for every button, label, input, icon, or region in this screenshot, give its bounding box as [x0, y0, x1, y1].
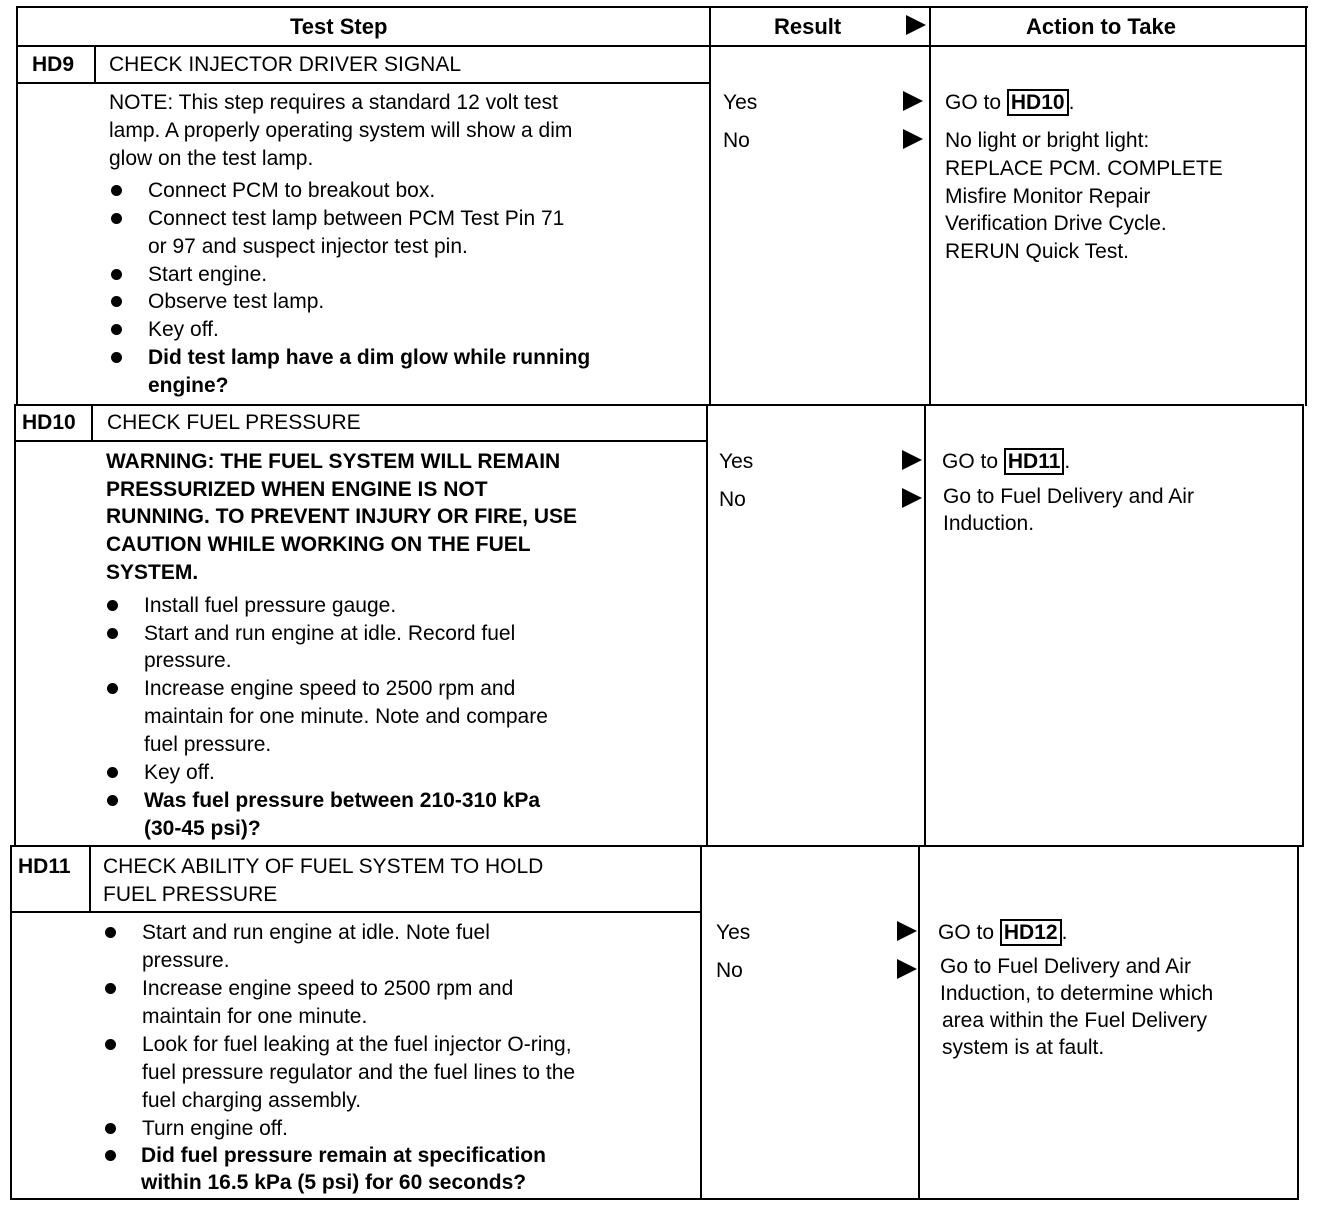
no-action-line: Induction.	[943, 512, 1035, 535]
step-question: (30-45 psi)?	[144, 817, 261, 840]
step-bullet-text: Increase engine speed to 2500 rpm and	[142, 977, 514, 1000]
no-action-line: RERUN Quick Test.	[945, 240, 1129, 263]
step-note-line: lamp. A properly operating system will show a dim	[109, 119, 573, 142]
no-action-line: system is at fault.	[942, 1036, 1105, 1059]
step-bullet-text: Start engine.	[148, 263, 268, 286]
header-action: Action to Take	[1026, 14, 1176, 39]
step-question: Was fuel pressure between 210-310 kPa	[144, 789, 541, 812]
step-title: CHECK FUEL PRESSURE	[107, 411, 361, 434]
step-title: FUEL PRESSURE	[103, 883, 278, 906]
bullet-icon	[107, 767, 118, 778]
result-yes: Yes	[723, 91, 758, 114]
column-divider	[924, 404, 926, 846]
step-title-box-bottom	[10, 911, 700, 913]
result-no: No	[723, 129, 750, 152]
step-question: Did fuel pressure remain at specification	[141, 1144, 546, 1167]
yes-action-suffix: .	[1064, 450, 1071, 473]
bullet-icon	[111, 352, 122, 363]
step-bullet-text: fuel pressure.	[144, 733, 272, 756]
step-bullet-text: fuel pressure regulator and the fuel lines to the	[142, 1061, 576, 1084]
step-bullet-text: maintain for one minute. Note and compare	[144, 705, 548, 728]
step-bullet-text: Install fuel pressure gauge.	[144, 594, 397, 617]
table-border-left	[10, 845, 12, 1200]
bullet-icon	[105, 1123, 116, 1134]
step-note-line: glow on the test lamp.	[109, 147, 314, 170]
step-bullet-text: Connect test lamp between PCM Test Pin 71	[148, 207, 565, 230]
step-code-divider	[94, 45, 96, 84]
step-question: Did test lamp have a dim glow while running	[148, 346, 591, 369]
step-reference-link[interactable]: HD12	[1000, 919, 1062, 946]
step-warning-line: WARNING: THE FUEL SYSTEM WILL REMAIN	[106, 450, 561, 473]
result-yes: Yes	[716, 921, 751, 944]
result-arrow-icon	[897, 959, 917, 979]
step-warning-line: SYSTEM.	[106, 561, 199, 584]
step-bullet-text: Turn engine off.	[142, 1117, 288, 1140]
step-title: CHECK INJECTOR DRIVER SIGNAL	[109, 53, 462, 76]
header-test-step: Test Step	[290, 14, 388, 39]
step-bullet-text: Key off.	[144, 761, 215, 784]
step-title: CHECK ABILITY OF FUEL SYSTEM TO HOLD	[103, 855, 544, 878]
no-action-line: Induction, to determine which	[940, 982, 1214, 1005]
yes-action	[942, 448, 1070, 476]
step-code-divider	[91, 404, 93, 442]
no-action-line: area within the Fuel Delivery	[942, 1009, 1207, 1032]
step-code-divider	[89, 845, 91, 913]
header-divider	[16, 45, 1307, 47]
bullet-icon	[111, 185, 122, 196]
result-arrow-icon	[897, 921, 917, 941]
step-bullet-text: Connect PCM to breakout box.	[148, 179, 436, 202]
header-result-arrow-icon	[906, 15, 926, 35]
bullet-icon	[107, 795, 118, 806]
bullet-icon	[105, 1150, 116, 1161]
bullet-icon	[105, 983, 116, 994]
result-arrow-icon	[903, 91, 923, 111]
step-warning-line: PRESSURIZED WHEN ENGINE IS NOT	[106, 478, 488, 501]
row-divider	[10, 845, 1304, 847]
no-action-line: Go to Fuel Delivery and Air	[940, 955, 1191, 978]
step-bullet-text: Observe test lamp.	[148, 290, 325, 313]
column-divider	[929, 6, 931, 406]
no-action-line: Misfire Monitor Repair	[945, 185, 1151, 208]
column-divider	[918, 845, 920, 1200]
step-bullet-text: Start and run engine at idle. Note fuel	[142, 921, 490, 944]
step-code: HD11	[18, 855, 71, 878]
result-no: No	[719, 488, 746, 511]
step-bullet-text: pressure.	[142, 949, 230, 972]
step-reference-link[interactable]: HD11	[1004, 448, 1065, 475]
step-title-box-bottom	[16, 82, 709, 84]
step-warning-line: RUNNING. TO PREVENT INJURY OR FIRE, USE	[106, 505, 578, 528]
bullet-icon	[111, 269, 122, 280]
bullet-icon	[105, 927, 116, 938]
yes-action-suffix: .	[1068, 91, 1075, 114]
table-border-left	[16, 6, 18, 406]
step-bullet-text: Start and run engine at idle. Record fuel	[144, 622, 516, 645]
row-divider	[14, 404, 1304, 406]
result-arrow-icon	[902, 450, 922, 470]
step-bullet-text: Look for fuel leaking at the fuel injector O-ring,	[142, 1033, 572, 1056]
table-border-left	[14, 404, 16, 846]
header-result: Result	[774, 14, 842, 39]
bullet-icon	[105, 1039, 116, 1050]
table-border-right	[1305, 6, 1307, 406]
yes-action-text: GO to	[938, 921, 1000, 944]
result-no: No	[716, 959, 743, 982]
result-yes: Yes	[719, 450, 754, 473]
table-border-top	[18, 6, 1308, 8]
bullet-icon	[111, 213, 122, 224]
column-divider	[700, 845, 702, 1200]
bullet-icon	[107, 600, 118, 611]
step-bullet-text: maintain for one minute.	[142, 1005, 368, 1028]
bullet-icon	[111, 296, 122, 307]
step-warning-line: CAUTION WHILE WORKING ON THE FUEL	[106, 533, 531, 556]
step-code: HD9	[32, 53, 75, 76]
no-action-line: No light or bright light:	[945, 129, 1150, 152]
no-action-line: Verification Drive Cycle.	[945, 212, 1167, 235]
bullet-icon	[107, 628, 118, 639]
step-title-box-bottom	[14, 440, 706, 442]
step-reference-link[interactable]: HD10	[1007, 89, 1069, 116]
step-bullet-text: or 97 and suspect injector test pin.	[148, 235, 468, 258]
step-note-line: NOTE: This step requires a standard 12 volt test	[109, 91, 558, 114]
table-border-right	[1297, 845, 1299, 1200]
yes-action	[945, 89, 1074, 117]
no-action-line: Go to Fuel Delivery and Air	[943, 485, 1194, 508]
table-border-bottom	[10, 1198, 1299, 1200]
step-code: HD10	[22, 411, 76, 434]
result-arrow-icon	[902, 488, 922, 508]
step-question: engine?	[148, 374, 229, 397]
bullet-icon	[107, 683, 118, 694]
step-bullet-text: Key off.	[148, 318, 219, 341]
step-bullet-text: fuel charging assembly.	[142, 1089, 362, 1112]
yes-action-suffix: .	[1061, 921, 1068, 944]
step-question: within 16.5 kPa (5 psi) for 60 seconds?	[141, 1171, 527, 1194]
result-arrow-icon	[903, 129, 923, 149]
yes-action-text: GO to	[945, 91, 1007, 114]
column-divider	[706, 404, 708, 846]
step-bullet-text: pressure.	[144, 649, 232, 672]
table-border-right	[1302, 404, 1304, 846]
no-action-line: REPLACE PCM. COMPLETE	[945, 157, 1223, 180]
yes-action	[938, 919, 1067, 947]
column-divider	[709, 6, 711, 406]
yes-action-text: GO to	[942, 450, 1004, 473]
bullet-icon	[111, 324, 122, 335]
step-bullet-text: Increase engine speed to 2500 rpm and	[144, 677, 516, 700]
